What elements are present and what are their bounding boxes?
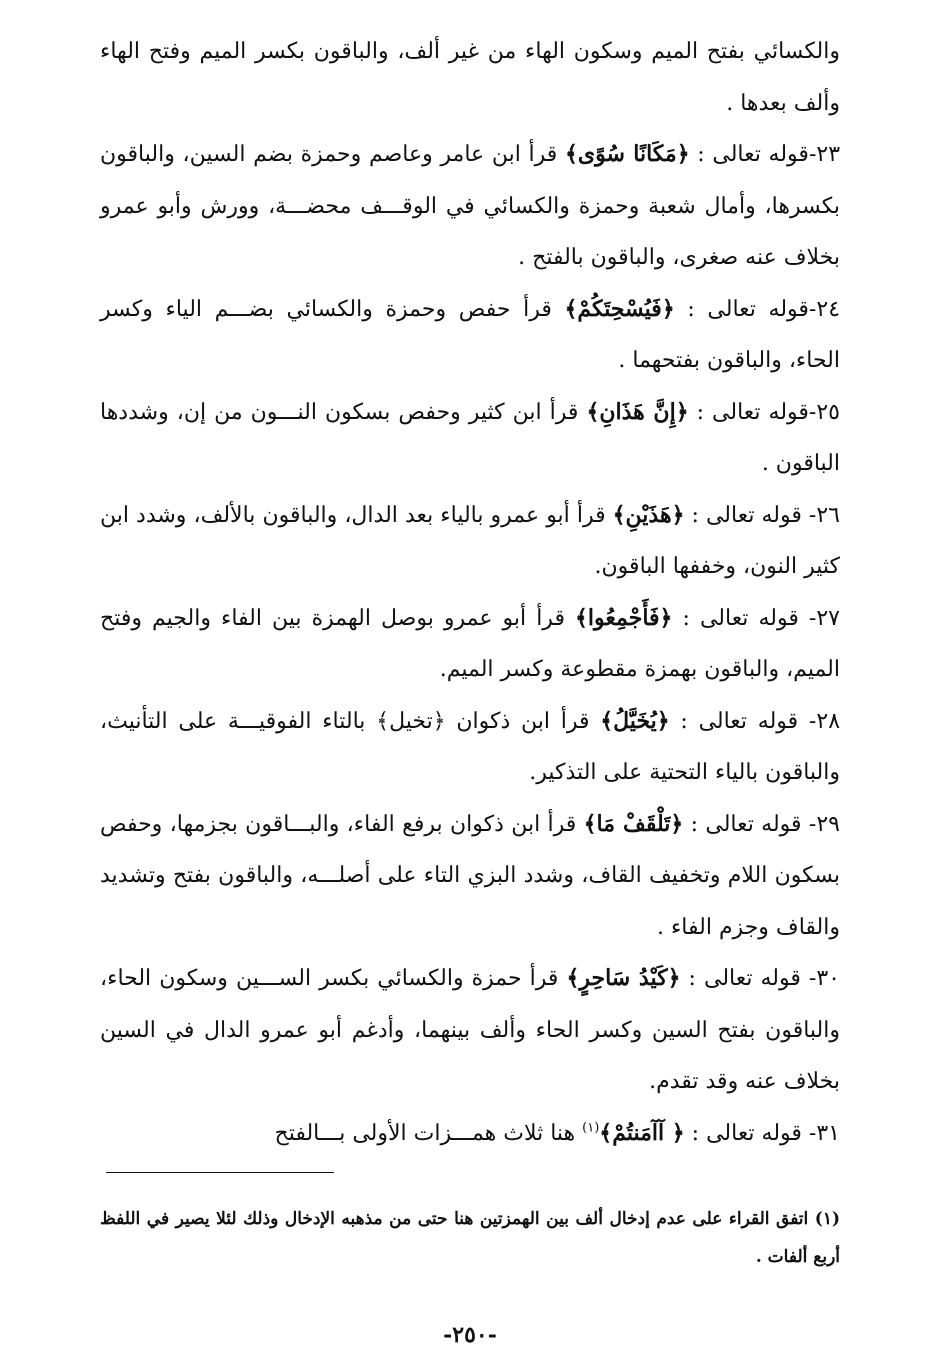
body-text: [100, 26, 840, 1159]
footnote-separator: [106, 1172, 334, 1173]
paragraph-text: والكسائي بفتح الميم وسكون الهاء من غير ألف، والباقون بكسر الميم وفتح الهاء وألف بعدها .: [100, 39, 840, 116]
paragraph-text: قرأ أبو عمرو بالياء بعد الدال، والباقون بالألف، وشدد ابن كثير النون، وخففها الباقون.: [100, 502, 840, 579]
paragraph-prefix: ٣١- قوله تعالى :: [684, 1120, 840, 1146]
quranic-word: ﴿هَذَيْنِ﴾: [612, 501, 685, 528]
paragraph-text: قرأ أبو عمرو بوصل الهمزة بين الفاء والجيم وفتح الميم، والباقون بهمزة مقطوعة وكسر الميم.: [100, 605, 840, 682]
paragraph-text: قرأ ابن عامر وعاصم وحمزة بضم السين، والباقون بكسرها، وأمال شعبة وحمزة والكسائي في الوقـــف محضـــة، وورش وأبو عمرو بخلاف عنه صغرى، والباقون بالفتح .: [100, 142, 840, 270]
paragraph-text: قرأ حفص وحمزة والكسائي بضـــم الياء وكسر الحاء، والباقون بفتحهما .: [100, 296, 840, 373]
paragraph-text: قرأ ابن كثير وحفص بسكون النـــون من إن، وشددها الباقون .: [100, 399, 840, 476]
paragraph-prefix: ٣٠- قوله تعالى :: [680, 966, 840, 991]
paragraph-prefix: ٢٥-قوله تعالى :: [688, 399, 840, 425]
paragraph-prefix: ٢٦- قوله تعالى :: [684, 502, 840, 528]
quranic-word: ﴿إِنَّ هَذَانِ﴾: [586, 398, 689, 425]
paragraph-29: [100, 799, 840, 954]
quranic-word: ﴿مَكَانًا سُوًى﴾: [564, 141, 690, 167]
footnote-reference: (١): [582, 1120, 600, 1136]
paragraph-24: [100, 284, 840, 387]
paragraph-28: [100, 696, 840, 799]
quranic-word: ﴿كَيْدُ سَاحِرٍ﴾: [566, 965, 681, 991]
footnote: (١) اتفق القراء على عدم إدخال ألف بين الهمزتين هنا حتى من مذهبه الإدخال وذلك لئلا يصير في اللفظ أربع ألفات .: [100, 1209, 840, 1267]
quranic-word: ﴿فَأَجْمِعُوا﴾: [575, 604, 673, 631]
paragraph-prefix: ٢٨- قوله تعالى :: [669, 708, 841, 734]
paragraph-prefix: ٢٧- قوله تعالى :: [672, 605, 840, 631]
paragraph-continuation: [100, 26, 840, 129]
paragraph-prefix: ٢٩- قوله تعالى :: [683, 811, 840, 837]
paragraph-25: [100, 387, 840, 490]
page-number: -٢٥٠-: [443, 1322, 497, 1348]
paragraph-27: [100, 593, 840, 696]
paragraph-prefix: ٢٤-قوله تعالى :: [674, 296, 841, 322]
paragraph-30: [100, 953, 840, 1108]
paragraph-text: هنا ثلاث همـــزات الأولى بـــالفتح: [274, 1120, 583, 1146]
quranic-word: ﴿فَيُسْحِتَكُمْ﴾: [564, 295, 675, 322]
quranic-word: ﴿تَلْقَفْ مَا﴾: [583, 810, 684, 837]
paragraph-23: [100, 129, 840, 284]
paragraph-text: قرأ ابن ذكوان برفع الفاء، والبـــاقون بجزمها، وحفص بسكون اللام وتخفيف القاف، وشدد البزي التاء على أصلـــه، والباقون بفتح وتشديد والقاف وجزم الفاء .: [100, 811, 840, 940]
paragraph-prefix: ٢٣-قوله تعالى :: [689, 142, 841, 167]
quranic-word: ﴿يُخَيَّلُ﴾: [600, 707, 670, 734]
paragraph-text: قرأ ابن ذكوان ﴿تخيل﴾ بالتاء الفوقيـــة على التأنيث، والباقون بالياء التحتية على التذكير.: [100, 708, 840, 785]
paragraph-text: قرأ حمزة والكسائي بكسر الســـين وسكون الحاء، والباقون بفتح السين وكسر الحاء وألف بينهما، وأدغم أبو عمرو الدال في السين بخلاف عنه وقد تقدم.: [100, 966, 840, 1094]
quranic-word: ﴿ آآمَنتُمْ﴾: [599, 1119, 685, 1146]
paragraph-31: [100, 1108, 840, 1160]
paragraph-26: [100, 490, 840, 593]
